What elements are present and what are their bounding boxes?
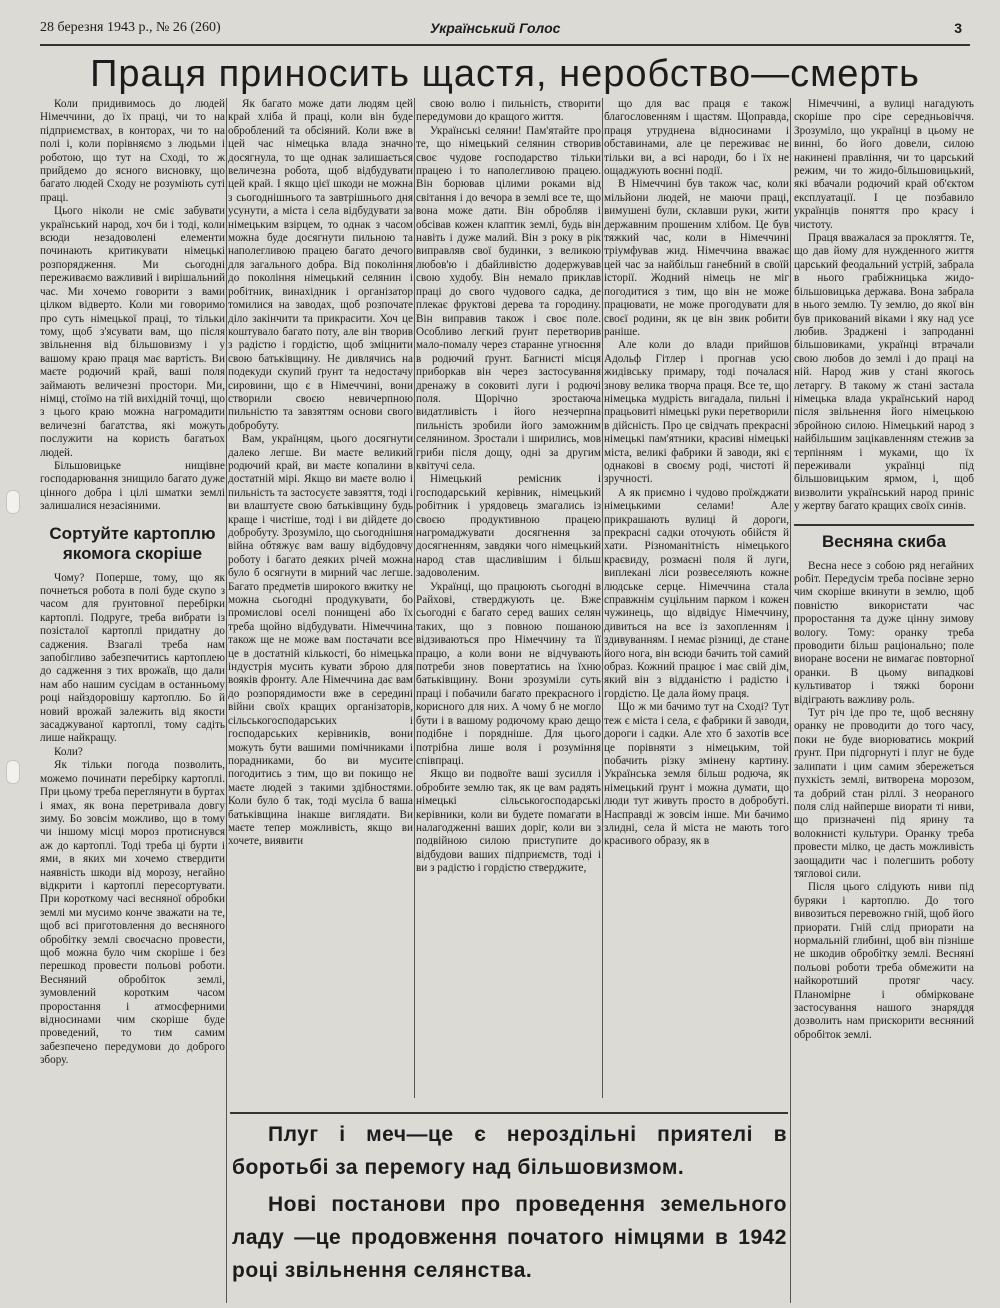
- paragraph: що для вас праця є також благословенням і щастям. Щоправда, праця утруднена відносинами і обставинами, але це переживає не тільки ви, а всі народи, бо і їх не ощаджують воєнні події.: [604, 98, 789, 178]
- page-number: 3: [954, 20, 962, 36]
- paragraph: Німеччині, а вулиці нагадують скоріше про сіре середньовіччя. Зрозуміло, що українці в цьому не винні, бо його довели, силою накинені правління, чи то царський режим, чи то жидо-більшовицький, які вбачали родючий край об'єктом експлуатації. І це позбавило українців поняття про красу і чистоту.: [794, 98, 974, 231]
- paragraph: Німецький ремісник і господарський керівник, німецький робітник і урядовець змагались із своєю продуктивною працею нагромаджувати досягнення за досягненням, завдяки чого німецький народ став щасливішим і більш задоволеним.: [416, 473, 601, 580]
- paragraph: Після цього слідують ниви під буряки і картоплю. До того вивозиться перевожно гній, щоб його приорати. Гній слід приорати на нормальній глибині, щоб він пізніше не шкодив обробітку землі. Весняні польові роботи треба обмежити на найкоротший протяг часу. Планомірне і обмірковане застосування нашого знаряддя дозволить нам прискорити весняний обробіток землі.: [794, 881, 974, 1041]
- column-divider: [790, 98, 791, 1303]
- column-divider: [602, 98, 603, 1098]
- binding-hole: [6, 490, 20, 514]
- header-rule: [40, 44, 970, 46]
- paragraph: Як багато може дати людям цей край хліба й праці, коли він буде оброблений та обсіяний. Коли вже в цей час німецька влада значно досягнула, то ще однак залишається величезна робота, щоб відбудувати цей край. І якщо цієї шкоди не можна з сьогоднішнього та завтрішнього дня усунути, а міста і села відбудувати за німецьким взірцем, то однак з часом можна буде досягнути пильною та наполегливою працею багато дечого для загального добра. Від покоління до покоління німецький селянин і робітник, винахідник і організатор томилися на заводах, щоб розпочате діло закінчити та прикрасити. Хоч це коштувало багато поту, але він творив з радістю і гордістю, щоб зміцнити свою батьківщину. Не дивлячись на подекуди скупий ґрунт та недостачу сировини, що є в Німеччині, вони створили своєю невичерпною пильністю та завзяттям основи свого добробуту.: [228, 98, 413, 432]
- column-divider: [414, 98, 415, 1098]
- binding-hole: [6, 760, 20, 784]
- paragraph: Тут річ іде про те, щоб весняну оранку не проводити до того часу, поки не буде виорюватись мокрий ґрунт. При підгорнуті і плуг не буде залипати і цим самим збережеться пухкість землі, витворена морозом, та добрий стан ріллі. З неораного поля слід найперше виорати ті ниви, що призначені під ярину та волокнисті культури. Оранку треба провести мілко, це дасть можливість заощадити час і полегшить роботу тягловоі сили.: [794, 707, 974, 880]
- column-divider: [226, 98, 227, 1303]
- paragraph: Коли?: [54, 745, 83, 758]
- article-column-3: [416, 98, 601, 1113]
- paragraph: свою волю і пильність, створити передумови до кращого життя.: [416, 98, 601, 124]
- paragraph: Якщо ви подвоїте ваші зусилля і обробите землю так, як це вам радять німецькі сільськогосподарські керівники, коли ви будете помагати в налагодженні ваших доріг, коли ви з подвійною силою приступите до відбудови ваших підприємств, тоді і ви з радістю і гордістю стверджите,: [416, 768, 601, 875]
- paragraph: Більшовицьке нищівне господарювання знищило багато дуже цінного добра і цілі шматки землі залишалися незасіяними.: [40, 459, 225, 513]
- page-header: [40, 18, 970, 42]
- paragraph: Що ж ми бачимо тут на Сході? Тут теж є міста і села, є фабрики й заводи, дороги і садки. Але хто б захотів все це порівняти з німецьким, той побачить різку змінену картину. Українська земля більш родюча, як німецький ґрунт і можна думати, що люди тут живуть просто в добробуті. Насправді ж зовсім інше. Ми бачимо злидні, села й міста не мають того красивого образу, як в: [604, 701, 789, 848]
- paragraph: Весна несе з собою ряд негайних робіт. Передусім треба посівне зерно чим скоріше вкинути в землю, щоб повністю використати час проростання та дуже цінну зимову вологу. Тому: оранку треба проводити більш раціонально; поле виоране восени не вимагає повторної оранки. В цьому випадкові культиватор і тяжкі борони відіграють важливу роль.: [794, 559, 974, 706]
- newspaper-title: Український Голос: [430, 20, 561, 36]
- subheading-spring-furrow: Весняна скиба: [794, 524, 974, 552]
- article-column-4: [604, 98, 789, 1113]
- issue-date: 28 березня 1943 р., № 26 (260): [40, 20, 221, 35]
- paragraph: Українці, що працюють сьогодні в Райхові, стверджують це. Вже сьогодні є багато серед ваших селян таких, що з повною пошаною відзиваються про Німеччину та її працю, а коли вони не відчувають потреби знов повертатись на їхню батьківщину. Вони зрозуміли суть праці і побачили багато прекрасного і корисного для них. А чому б не могло бути і в вашому родючому краю дещо подібне і порядніше. Для цього потрібна лише воля і розуміння співпраці.: [416, 580, 601, 767]
- banner-rule: [230, 1112, 788, 1114]
- paragraph: Цього ніколи не сміє забувати український народ, хоч би і тоді, коли всюди незадоволені елементи починають критикувати німецькі розпорядження. Ми сьогодні переживаємо важливий і вирішальний час. Ми хочемо говорити з вами цілком відверто. Коли ми говоримо про суть німецької праці, то тільки тому, щоб з'ясувати вам, що після звільнення від більшовизму і у вашому краю праця має вартість. Ви маєте родючий край, ваші поля займають величезні простори. Ми, німці, стоїмо на тій вихідній точці, що з цього краю можна нагромадити величезні багатства, які можуть послужити на користь багатьох людей.: [40, 205, 225, 459]
- paragraph: Як тільки погода позволить, можемо починати перебірку картоплі. При цьому треба переглянути в буртах і ямах, як вона перетривала довгу зиму. Бо зовсім можливо, що в тому чи іншому місці мороз протиснувся аж до картоплі. Тоді треба ці бурти і ями, в яких ми хочемо ствердити наявність шкоди від морозу, негайно відкрити і картоплі пересортувати. При короткому часі весняної обробки землі ми мусимо конче зважати на те, щоб всі приготовлення до весняного обробітку землі своєчасно провести, щоб можна було чим скоріше і без перешкод провести польові роботи. Весняний обробіток землі, зумовлений коротким часом проростання і атмосферними відносинами чим скоріше буде проведений, то тим самим забезпечено передумови до доброго збору.: [40, 759, 225, 1067]
- slogan-line: Плуг і меч—це є нероздільні приятелі в боротьбі за перемогу над більшовизмом.: [232, 1123, 787, 1179]
- paragraph: Але коли до влади прийшов Адольф Гітлер і прогнав усю жидівську примару, тоді почалася знову велика творча праця. Все те, що німецька мудрість вигадала, пильні і працьовиті німецькі руки перетворили в дійсність. Про це свідчать прекрасні німецькі пам'ятники, красиві німецькі міста, великі фабрики й заводи, які є однакові в своєму роді, чистоті й зручності.: [604, 339, 789, 486]
- slogan-line: Нові постанови про проведення земельного ладу —це продовження початого німцями в 1942 році звільнення селянства.: [232, 1193, 787, 1282]
- paragraph: Коли придивимось до людей Німеччини, до їх праці, чи то на підприємствах, в конторах, чи то на полі і, коли порівняємо з людьми і роботою, що тут на Сході, то ж прийдемо до ясного висновку, що багато людей Сходу не розуміють суті праці.: [40, 98, 225, 204]
- article-column-5: [794, 98, 974, 1303]
- slogan-banner: [232, 1118, 787, 1293]
- article-column-1: [40, 98, 225, 1303]
- main-headline: Праця приносить щастя, неробство—смерть: [90, 53, 920, 95]
- paragraph: Праця вважалася за прокляття. Те, що дав йому для нужденного життя царський феодальний устрій, забрала в нього грабіжницька жидо-більшовицька держава. Вона забрала в нього землю. Ту землю, до якої він був прикований віками і яку над усе любив. Зраджені і запроданні більшовиками, українці втрачали свою любов до землі і до праці на ній. Народ жив у стані якогось летаргу. В такому ж стані застала німецька влада український народ після звільнення його німецькою збройною силою. Німецький народ з найбільшим зацікавленням стежив за терпінням і муками, що їх переживали українці під більшовицьким ярмом, і, щоб визволити український народ приніс у жертву багато кращих своїх синів.: [794, 232, 974, 513]
- paragraph: Українські селяни! Пам'ятайте про те, що німецький селянин створив своє чудове господарство тільки працею і то наполегливою працею. Він борював цілими роками від світання і до вечора в землі все те, що вона може дати. Він обробляв і обсівав кожен клаптик землі, будь він навіть і дуже малий. Він з року в рік виправляв свої будинки, з великою любов'ю і дбайливістю додержував свою худобу. Він немало приклав праці до свого чудового садка, де плекає фруктові дерева та городину. Він виправив також і своє поле. Особливо легкий ґрунт перетворив мало-помалу через старанне угноєння в родючий ґрунт. Багнисті місця приборкав він через застосування дренажу в соковиті луги і родючі поля. Щорічно зростаюча видатливість і його незчерпна пильність зробили його заможним селянином. Зростали і ширились, мов гриби після дощу, одні за другим квітучі села.: [416, 124, 601, 472]
- subheading-potatoes: Сортуйте картоплю якомога скоріше: [49, 523, 216, 563]
- paragraph: Чому? Поперше, тому, що як почнеться робота в полі буде скупо з часом для ґрунтовної перебірки картоплі. Подруге, треба вибрати із позісталої картоплі придатну до саджения. Взагалі треба нам запобігливо забезпечитись картоплею до садження з тих врожаїв, що дали нам або нашим сусідам в останньому році найздоровішу картоплю. Бо й новий врожай залежить від якости засаджуваної картоплі, тому садіть лише найкращу.: [40, 571, 225, 745]
- paragraph: Вам, українцям, цього досягнути далеко легше. Ви маєте великий родючий край, ви маєте копалини в достатній мірі. Якщо ви маєте волю і пильність та застосуєте завзяття, тоді і ви влаштуєте свою батьківщину будь краще і чистіше, тоді і ви дійдете до добробуту. Зрозуміло, що сьогоднішня війна обтяжує вам вашу відбудовчу роботу і багато деяких річей можна було б осягнути в мирний час легше. Багато предметів широкого вжитку не можна сьогодні продукувати, бо промислові оселі понищені або їх треба щойно відбудувати. Німеччина також ще не може вам постачати все це в достатній кількості, бо німецька індустрія мусить кувати зброю для вояків фронту. Але Німеччина дає вам до розпорядимости вже в середині війни своїх кращих організаторів, сільськогосподарських і господарських керівників, вони можуть бути вашими помічниками і порадниками, бо ви мусите погодитись з тим, що ви покищо не маєте людей з такими здібностями. Коли було б так, тоді мусіла б ваша батьківщина інакше виглядати. Ви маєте тепер можливість, якщо ви хочете, виявити: [228, 433, 413, 848]
- article-column-2: [228, 98, 413, 1113]
- paragraph: А як приємно і чудово проїжджати німецькими селами! Але прикрашають вулиці й дороги, прекрасні садки оточують обійстя й хати. Різноманітність німецького краєвиду, розмаєні поля й луги, виплекані ліси розвеселяють кожне людське серце. Німеччина стала справжнім суцільним парком і кожен чужинець, що відвідує Німеччину, дивиться на все із захопленням і здивуванням. І немає різниці, де стане його нога, він всюди бачить той самий образ. Кожний працює і має свій дім, який він з відданістю і радістю і гордістю. Це дала йому праця.: [604, 486, 789, 700]
- paragraph: В Німеччині був також час, коли мільйони людей, не маючи праці, вимушені були, склавши руки, жити державним прошеним хлібом. Це був тяжкий час, коли в Німеччині тріумфував жид. Німеччина вважає цей час за найбільш ганебний в своїй історії. Жодний німець не міг погодитися з тим, що він не може працювати, не може прогодувати для своєї родини, як це він звик робити раніше.: [604, 178, 789, 338]
